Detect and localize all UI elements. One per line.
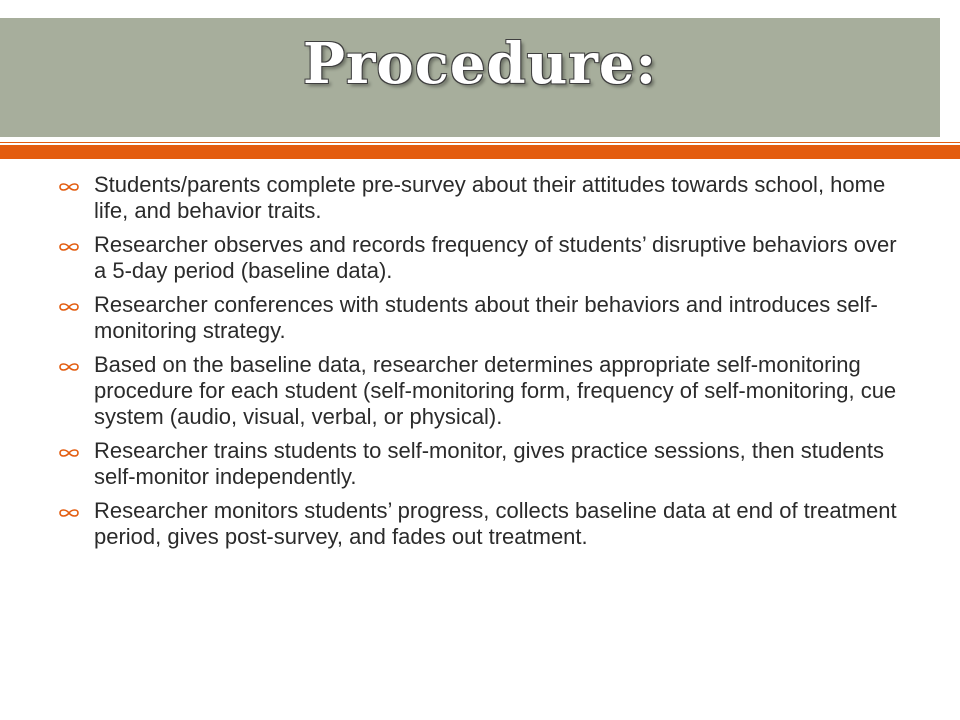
bullet-text: Based on the baseline data, researcher determines appropriate self-monitoring procedure for each student (self-monitoring form, frequency of self-monitoring, cue system (audio, visual, verbal, or physical). xyxy=(94,352,897,429)
bullet-text: Students/parents complete pre-survey about their attitudes towards school, home life, and behavior traits. xyxy=(94,172,886,223)
bullet-text: Researcher conferences with students about their behaviors and introduces self-monitoring strategy. xyxy=(94,292,878,343)
infinity-bullet-icon xyxy=(58,172,86,198)
infinity-bullet-icon xyxy=(58,498,86,524)
slide-title: Procedure: xyxy=(302,31,658,97)
infinity-bullet-icon xyxy=(58,438,86,464)
accent-thin-line xyxy=(0,142,960,143)
infinity-bullet-icon xyxy=(58,292,86,318)
slide-body xyxy=(58,172,908,558)
bullet-item xyxy=(58,232,908,284)
bullet-text: Researcher trains students to self-monitor, gives practice sessions, then students self-monitor independently. xyxy=(94,438,884,489)
bullet-text: Researcher observes and records frequency of students’ disruptive behaviors over a 5-day period (baseline data). xyxy=(94,232,897,283)
bullet-item xyxy=(58,352,908,430)
infinity-bullet-icon xyxy=(58,232,86,258)
accent-bar xyxy=(0,145,960,159)
bullet-item xyxy=(58,172,908,224)
bullet-list xyxy=(58,172,908,550)
bullet-item xyxy=(58,292,908,344)
bullet-item xyxy=(58,438,908,490)
bullet-text: Researcher monitors students’ progress, collects baseline data at end of treatment period, gives post-survey, and fades out treatment. xyxy=(94,498,897,549)
bullet-item xyxy=(58,498,908,550)
infinity-bullet-icon xyxy=(58,352,86,378)
